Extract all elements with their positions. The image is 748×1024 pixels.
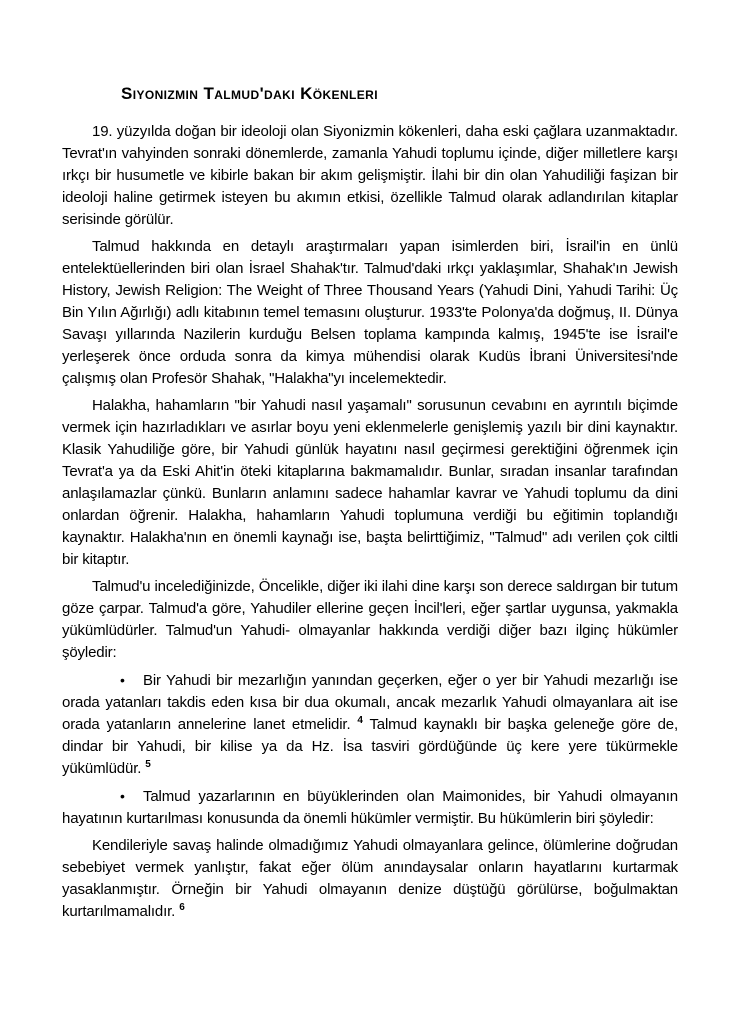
- bullet-maimonides-text: Talmud yazarlarının en büyüklerinden olan Maimonides, bir Yahudi olmayanın hayatının kurtarılması konusunda da önemli hükümler vermiştir. Bu hükümlerin biri şöyledir:: [62, 788, 678, 827]
- paragraph-quote: [62, 835, 678, 923]
- paragraph-halakha: Halakha, hahamların "bir Yahudi nasıl yaşamalı" sorusunun cevabını en ayrıntılı biçimde vermek için hazırladıkları ve asırlar boyu yeni eklenmelerle genişlemiş yazılı bir dini kaynaktır. Klasik Yahudiliğe göre, bir Yahudi günlük hayatını nasıl geçirmesi gerektiğini öğrenmek için Tevrat'a ya da Eski Ahit'in öteki kitaplarına bakmamalıdır. Bunlar, sıradan insanlar tarafından anlaşılamazlar çünkü. Bunların anlamını sadece hahamlar kavrar ve Yahudi toplumu da dini onlardan öğrenir. Halakha, hahamların Yahudi toplumuna verdiği bu eğitimin toplandığı kaynaktır. Halakha'nın en önemli kaynağı ise, başta belirttiğimiz, "Talmud" adı verilen çok ciltli bir kitaptır.: [62, 397, 678, 568]
- text-block: [62, 84, 678, 928]
- paragraph-shahak: Talmud hakkında en detaylı araştırmaları yapan isimlerden biri, İsrail'in en ünlü entelektüellerinden biri olan İsrael Shahak'tır. Talmud'daki ırkçı yaklaşımlar, Shahak'ın Jewish History, Jewish Religion: The Weight of Three Thousand Years (Yahudi Dini, Yahudi Tarihi: Üç Bin Yılın Ağırlığı) adlı kitabının temel temasını oluşturur. 1933'te Polonya'da doğmuş, II. Dünya Savaşı yıllarında Nazilerin kurduğu Belsen toplama kampında kalmış, 1945'te ise İsrail'e yerleşerek önce orduda sonra da kimya mühendisi olarak Kudüs İbrani Üniversitesi'nde çalışmış olan Profesör Shahak, "Halakha"yı incelemektedir.: [62, 238, 678, 387]
- bullet-icon: •: [120, 788, 125, 804]
- bullet-item-cemetery: [62, 669, 678, 780]
- paragraph-origins: 19. yüzyılda doğan bir ideoloji olan Siyonizmin kökenleri, daha eski çağlara uzanmaktadır. Tevrat'ın vahyinden sonraki dönemlerde, zamanla Yahudi toplumu içinde, diğer milletlere karşı ırkçı bir husumetle ve kibirle bakan bir akım gelişmiştir. İlahi bir din olan Yahudiliği faşizan bir ideoloji haline getirmek isteyen bu akımın etkisi, özellikle Talmud olarak adlandırılan kitaplar serisinde görülür.: [62, 123, 678, 228]
- footnote-ref-4: 4: [357, 715, 363, 726]
- bullet-item-maimonides: [62, 785, 678, 830]
- footnote-ref-6: 6: [179, 902, 185, 913]
- bullet-icon: •: [120, 672, 125, 688]
- bullet-cemetery-text-b: Talmud kaynaklı bir başka geleneğe göre de, dindar bir Yahudi, bir kilise ya da Hz. İsa tasviri gördüğünde üç kere yere tükürmekle yükümlüdür.: [62, 716, 678, 777]
- quote-text: Kendileriyle savaş halinde olmadığımız Yahudi olmayanlara gelince, ölümlerine doğrudan sebebiyet vermek yanlıştır, fakat eğer ölüm anındaysalar onların hayatlarını kurtarmak yasaklanmıştır. Örneğin bir Yahudi olmayanın denize düştüğü görülürse, boğulmaktan kurtarılmamalıdır.: [62, 837, 678, 920]
- page-title: Siyonizmin Talmud'daki Kökenleri: [121, 84, 378, 103]
- bullet-cemetery-text-a: Bir Yahudi bir mezarlığın yanından geçerken, eğer o yer bir Yahudi mezarlığı ise orada yatanları takdis eden kısa bir dua okumalı, ancak mezarlık Yahudi olmayanlara ait ise orada yatanların annelerine lanet etmelidir.: [62, 672, 678, 733]
- footnote-ref-5: 5: [145, 759, 151, 770]
- paragraph-talmud-rulings: Talmud'u incelediğinizde, Öncelikle, diğer iki ilahi dine karşı son derece saldırgan bir tutum göze çarpar. Talmud'a göre, Yahudiler ellerine geçen İncil'leri, eğer şartlar uygunsa, yakmakla yükümlüdürler. Talmud'un Yahudi- olmayanlar hakkında verdiği diğer bazı ilginç hükümler şöyledir:: [62, 578, 678, 661]
